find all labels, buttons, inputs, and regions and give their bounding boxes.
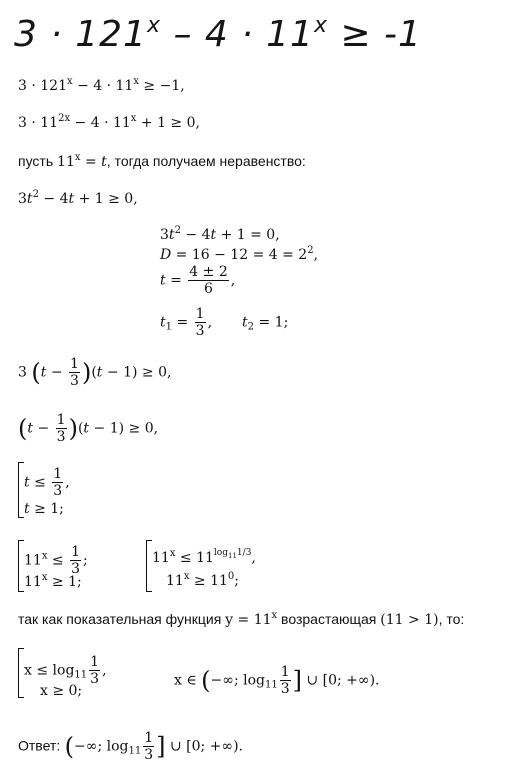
text: 3 [160,227,169,243]
solution-set [174,664,380,697]
text: ≥ −1, [138,78,185,94]
numerator: 1 [236,548,243,558]
exponent: x [271,610,278,621]
variable: t [26,191,33,207]
variable: t [24,501,30,517]
variable: t [96,364,103,381]
text: 3 · 11 [18,115,59,131]
handwritten-title [14,14,422,55]
text: ( [77,420,84,437]
text: , [207,314,213,331]
variable: t [101,154,107,170]
system-3-row-1 [152,549,256,567]
variable: t [24,474,30,491]
text: , [102,662,107,679]
text: ∈ [181,672,202,689]
text: −∞; log [74,738,129,755]
solve-equation [160,226,280,244]
text: ≤ 11 [175,550,214,566]
numerator: 1 [70,356,79,372]
text: − 1) ≥ 0, [89,420,159,437]
text: так как показательная функция [18,611,226,627]
text: + 1 ≥ 0, [74,191,138,207]
exponent: 2x [58,113,71,124]
system-3-row-2 [166,572,239,590]
numerator: 4 ± 2 [189,264,228,280]
denominator: 3 [71,561,81,577]
text: − 4 [38,191,69,207]
variable: t [40,364,47,381]
variable: t [27,420,34,437]
log-exponent: log111/3 [213,548,252,560]
paren-open: ( [31,358,41,387]
text: 3 [18,364,27,381]
title-exp-1: x [146,13,161,38]
text: 3 [18,191,27,207]
denominator: 3 [195,323,205,339]
denominator: 3 [90,671,100,687]
factored-inequality-2 [18,412,158,445]
text: возрастающая [277,611,381,627]
exponent: 0 [227,571,235,582]
text: ∪ [0; +∞). [302,672,380,689]
factored-inequality-1 [18,356,171,389]
text: (11 > 1) [380,612,439,628]
text: , [313,247,319,263]
numerator: 1 [90,654,100,670]
variable: t [168,227,175,243]
exponent: x [66,76,73,87]
text: + 1 = 0, [216,227,280,243]
numerator: 1 [280,664,290,680]
denominator: 3 [280,681,290,697]
fraction [69,356,80,389]
numerator: 1 [195,306,205,322]
variable: x [174,672,182,689]
text: 11 [24,574,42,590]
exponent: x [183,571,190,582]
text: , [230,272,236,289]
variable: x [24,662,32,679]
text: − [46,364,68,381]
subscript: 2 [247,321,255,333]
answer-label: Ответ: [18,737,61,754]
variable: t [210,227,217,243]
text: ; [83,552,88,569]
denominator: 3 [144,747,154,763]
text: x ≥ 0; [40,683,83,699]
fraction [89,654,100,687]
text: ≥ 11 [189,573,228,589]
roots-values [160,306,288,339]
text: − 1) ≥ 0, [102,364,172,381]
text: ≥ 1; [47,574,82,590]
substitution-line [18,152,306,171]
title-part-2: – 4 · 11 [173,14,314,55]
fraction [280,664,291,697]
denominator: 3 [70,373,79,389]
numerator: 1 [56,412,66,428]
exponent: x [130,113,137,124]
exponent: 2 [32,189,39,200]
system-4-row-2 [40,682,82,700]
text: ≤ [29,474,51,491]
fraction [56,412,67,445]
text: 11 [57,154,75,170]
subscript: 1 [165,321,173,333]
text: −∞; log [210,672,265,689]
variable: t [160,314,166,331]
paren-close: ) [68,414,78,443]
system-2-row-2 [24,573,82,591]
subscript: 11 [264,679,278,691]
text: = 16 − 12 = 4 = 2 [171,247,308,263]
text: ≤ log [31,662,75,679]
fraction [188,264,228,297]
exponent: 2 [307,245,314,256]
bracket-close: ] [292,666,303,695]
denominator: 3 [245,548,252,558]
variable: t [83,420,90,437]
variable: D [160,247,172,263]
text: ; [234,573,240,589]
paren-close: ) [81,358,92,387]
text: 3 · 121 [18,78,67,94]
text: − 4 [180,227,211,243]
monotonic-note [18,610,464,629]
bracket-close: ] [156,732,166,761]
variable: t [68,191,75,207]
paren-open: ( [18,414,28,443]
text: 11 [24,552,42,569]
discriminant [160,246,318,264]
numerator: 1 [53,466,63,482]
title-exp-2: x [313,13,328,38]
exponent: 2 [174,225,181,236]
numerator: 1 [144,730,154,746]
denominator: 6 [204,281,213,297]
numerator: 1 [71,544,81,560]
quadratic-inequality [18,190,138,208]
subscript: 11 [74,669,88,681]
roots-formula [160,264,235,297]
text: = [165,272,187,289]
exponent: x [169,548,176,559]
text: 11 [152,550,170,566]
text: − 4 · 11 [72,78,134,94]
text: ∪ [0; +∞). [165,738,243,755]
variable: t [242,314,248,331]
subscript: 11 [128,745,142,757]
text: − [33,420,54,437]
system-1-row-1 [24,466,70,499]
text: , [65,474,70,491]
answer-line [18,730,243,763]
fraction [143,730,154,763]
equation-line-2 [18,114,200,132]
fraction [52,466,63,499]
text: y = 11 [225,612,272,628]
text: ≤ [47,552,69,569]
subscript: 11 [227,552,237,560]
fraction [195,306,206,339]
text: = 1; [254,314,289,331]
paren-open: ( [201,666,211,695]
text: = [172,314,193,331]
exponent: x [74,152,81,163]
exponent: x [41,550,48,562]
text: , [251,550,256,566]
denominator: 3 [56,429,66,445]
text: + 1 ≥ 0, [136,115,200,131]
variable: t [160,272,166,289]
system-1-row-2 [24,500,64,518]
title-part-3: ≥ -1 [340,14,422,55]
exponent: x [41,572,48,583]
text: − 4 · 11 [70,115,131,131]
text: , тогда получаем неравенство: [106,153,306,169]
exponent: x [133,76,139,87]
text: пусть [18,153,58,169]
denominator: 3 [53,483,63,499]
text: = [80,154,102,170]
text: , то: [438,611,465,627]
text: ( [91,364,97,381]
paren-open: ( [64,732,75,761]
text: ≥ 1; [29,501,64,517]
equation-line-1 [18,77,185,95]
title-part-1: 3 · 121 [14,14,147,55]
text: 11 [166,573,184,589]
